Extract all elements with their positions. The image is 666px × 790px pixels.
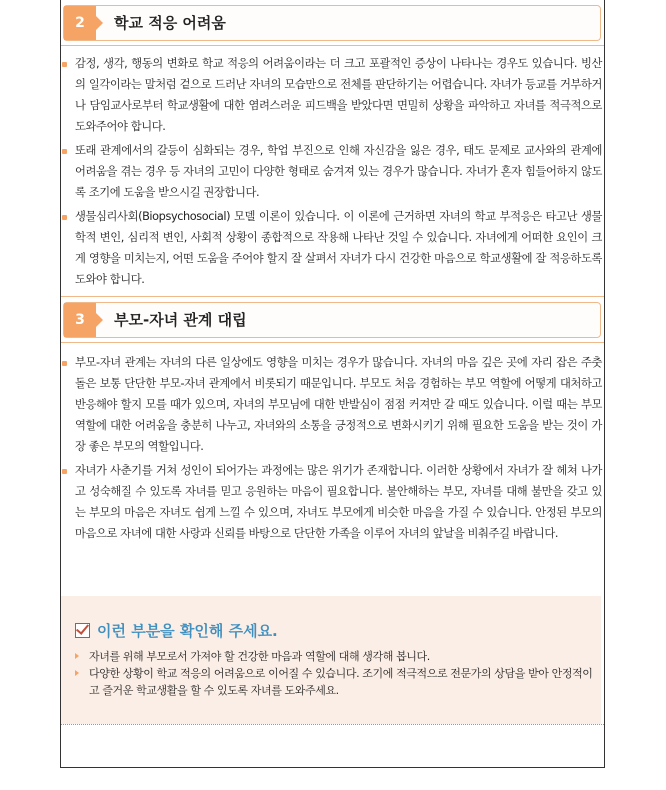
check-list-item — [75, 665, 601, 699]
section-3-divider — [61, 342, 604, 343]
section-3-arrow-icon — [96, 313, 103, 327]
bullet-icon — [62, 215, 67, 220]
dotted-divider — [61, 724, 604, 725]
bullet-icon — [62, 361, 67, 366]
section-3-paragraph — [61, 352, 604, 457]
section-2-paragraph — [61, 206, 604, 290]
triangle-bullet-icon — [75, 670, 79, 676]
section-3-paragraph — [61, 460, 604, 544]
section-2-title: 학교 적응 어려움 — [114, 14, 226, 32]
section-3-title: 부모-자녀 관계 대립 — [114, 311, 247, 329]
checkmark-icon — [75, 623, 90, 638]
paragraph-text: 생물심리사회(Biopsychosocial) 모델 이론이 있습니다. 이 이론에 근거하면 자녀의 학교 부적응은 타고난 생물학적 변인, 심리적 변인, 사회적 상황이 종합적으로 작용해 나타난 것일 수 있습니다. 자녀에게 어떠한 요인이 크게 영향을 미치는지, 어떤 도움을 주어야 할지 잘 살펴서 자녀가 다시 건강한 마음으로 학교생활에 잘 적응하도록 도와야 합니다. — [75, 210, 602, 286]
section-3-header — [63, 302, 601, 338]
bullet-icon — [62, 149, 67, 154]
section-2-paragraph — [61, 53, 604, 137]
section-divider — [61, 296, 604, 297]
bullet-icon — [62, 469, 67, 474]
paragraph-text: 감정, 생각, 행동의 변화로 학교 적응의 어려움이라는 더 크고 포괄적인 증상이 나타나는 경우도 있습니다. 빙산의 일각이라는 말처럼 겉으로 드러난 자녀의 모습만으로 전체를 판단하기는 어렵습니다. 자녀가 등교를 거부하거나 담임교사로부터 학교생활에 대한 염려스러운 피드백을 받았다면 면밀히 상황을 파악하고 자녀를 적극적으로 도와주어야 합니다. — [75, 57, 602, 133]
check-item-text: 자녀를 위해 부모로서 가져야 할 건강한 마음과 역할에 대해 생각해 봅니다. — [89, 650, 430, 663]
bullet-icon — [62, 62, 67, 67]
check-box-panel — [61, 596, 604, 724]
section-2-paragraph — [61, 140, 604, 203]
document-page — [60, 0, 605, 768]
section-2-arrow-icon — [96, 16, 103, 30]
check-box-title-text: 이런 부분을 확인해 주세요. — [97, 622, 278, 640]
section-2-body — [61, 53, 604, 293]
paragraph-text: 또래 관계에서의 갈등이 심화되는 경우, 학업 부진으로 인해 자신감을 잃은 경우, 태도 문제로 교사와의 관계에 어려움을 겪는 경우 등 자녀의 고민이 다양한 형태로 숨겨져 있는 경우가 많습니다. 자녀가 혼자 힘들어하지 않도록 조기에 도움을 받으시길 권장합니다. — [75, 144, 602, 199]
check-box-title — [75, 620, 278, 641]
check-list-item — [75, 648, 601, 665]
triangle-bullet-icon — [75, 653, 79, 659]
section-2-divider — [61, 45, 604, 46]
section-2-number: 2 — [64, 6, 96, 40]
paragraph-text: 부모-자녀 관계는 자녀의 다른 일상에도 영향을 미치는 경우가 많습니다. 자녀의 마음 깊은 곳에 자리 잡은 주춧돌은 보통 단단한 부모-자녀 관계에서 비롯되기 때문입니다. 부모도 처음 경험하는 부모 역할에 어떻게 대처하고 반응해야 할지 모를 때가 있으며, 자녀의 부모님에 대한 반발심이 점점 커져만 갈 때도 있습니다. 이럴 때는 부모 역할에 대한 어려움을 충분히 나누고, 자녀와의 소통을 긍정적으로 변화시키기 위해 필요한 도움을 받는 것이 가장 좋은 부모의 역할입니다. — [75, 356, 602, 453]
section-3-number: 3 — [64, 303, 96, 337]
check-item-text: 다양한 상황이 학교 적응의 어려움으로 이어질 수 있습니다. 조기에 적극적으로 전문가의 상담을 받아 안정적이고 즐거운 학교생활을 할 수 있도록 자녀를 도와주세요. — [89, 667, 593, 697]
paragraph-text: 자녀가 사춘기를 거쳐 성인이 되어가는 과정에는 많은 위기가 존재합니다. 이러한 상황에서 자녀가 잘 헤쳐 나가고 성숙해질 수 있도록 자녀를 믿고 응원하는 마음이 필요합니다. 불안해하는 부모, 자녀를 대해 불만을 갖고 있는 부모의 마음은 자녀도 쉽게 느낄 수 있으며, 자녀도 부모에게 비슷한 마음을 가질 수 있습니다. 안정된 부모의 마음으로 자녀에 대한 사랑과 신뢰를 바탕으로 단단한 가족을 이루어 자녀의 앞날을 비춰주길 바랍니다. — [75, 464, 602, 540]
check-list — [75, 648, 601, 699]
section-2-header — [63, 5, 601, 41]
section-3-body — [61, 352, 604, 547]
